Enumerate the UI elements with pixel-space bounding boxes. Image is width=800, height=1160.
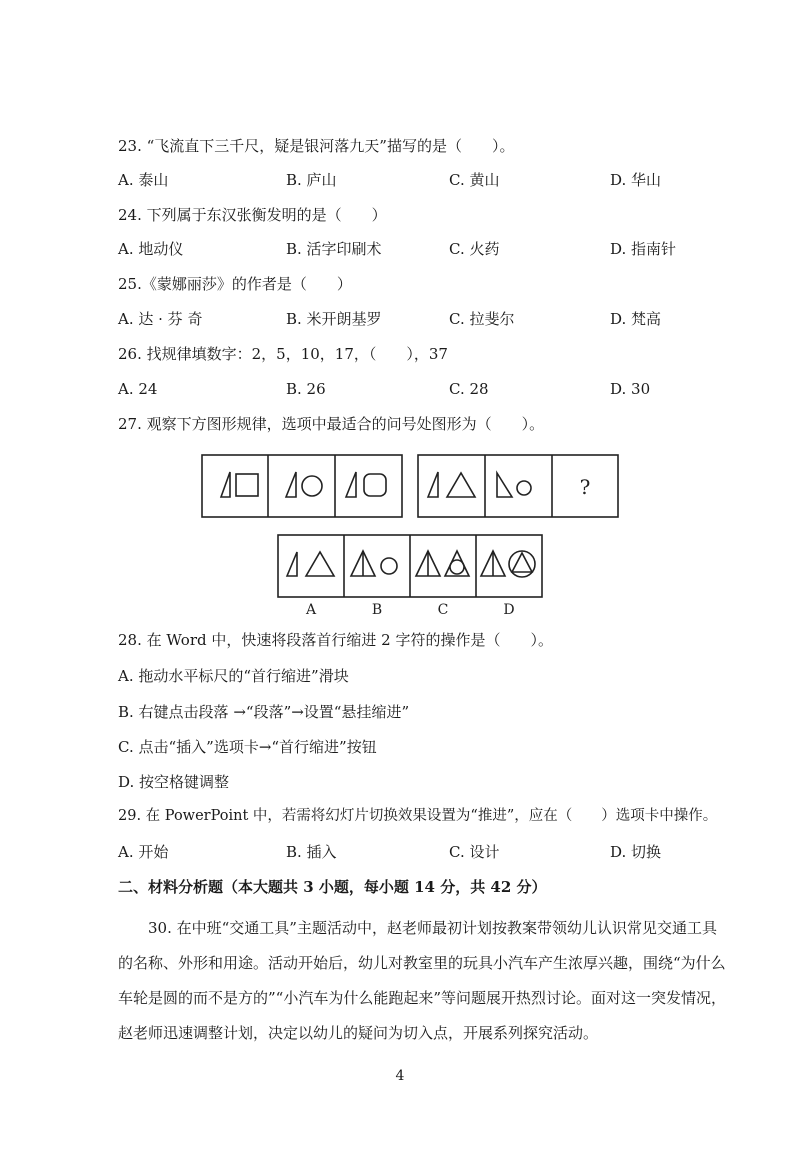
seq-box3-shapes [346, 472, 386, 497]
question-24-option-a: A. 地动仪 [118, 240, 184, 258]
question-24-option-d: D. 指南针 [610, 240, 677, 258]
section-2-heading: 二、材料分析题（本大题共 3 小题，每小题 14 分，共 42 分） [118, 878, 547, 896]
question-28-option-d: D. 按空格键调整 [118, 773, 230, 791]
question-25-option-a: A. 达 · 芬 奇 [118, 310, 203, 328]
seq-box2-shapes [286, 472, 322, 497]
question-23-option-a: A. 泰山 [118, 171, 169, 189]
question-24-stem: 24. 下列属于东汉张衡发明的是（ ） [118, 206, 387, 224]
question-28-option-c: C. 点击“插入”选项卡→“首行缩进”按钮 [118, 738, 377, 756]
question-28-option-b: B. 右键点击段落 →“段落”→设置“悬挂缩进” [118, 703, 410, 721]
question-28-stem: 28. 在 Word 中，快速将段落首行缩进 2 字符的操作是（ ）。 [118, 631, 553, 649]
question-26-option-a: A. 24 [118, 380, 158, 398]
option-label-d: D [503, 602, 515, 618]
question-30-paragraph: 30. 在中班“交通工具”主题活动中，赵老师最初计划按教案带领幼儿认识常见交通工具的名称、外形和用途。活动开始后，幼儿对教室里的玩具小汽车产生浓厚兴趣，围绕“为什么车轮是圆的而不是方的”“小汽车为什么能跑起来”等问题展开热烈讨论。面对这一突发情况，赵老师迅速调整计划，决定以幼儿的疑问为切入点，开展系列探究活动。 [118, 919, 727, 1042]
question-23-option-d: D. 华山 [610, 171, 662, 189]
question-26-option-b: B. 26 [286, 380, 326, 398]
question-25-option-b: B. 米开朗基罗 [286, 310, 382, 328]
option-d-shapes [481, 551, 535, 577]
question-23-option-c: C. 黄山 [449, 171, 500, 189]
seq-box5-shapes [497, 473, 531, 497]
question-29-option-b: B. 插入 [286, 843, 337, 861]
option-a-shapes [287, 552, 334, 576]
question-26-stem: 26. 找规律填数字：2，5，10，17，（ ），37 [118, 345, 448, 363]
question-29-option-d: D. 切换 [610, 843, 662, 861]
question-24-option-b: B. 活字印刷术 [286, 240, 382, 258]
question-26-option-d: D. 30 [610, 380, 651, 398]
seq-box4-shapes [428, 472, 475, 497]
question-24-option-c: C. 火药 [449, 240, 500, 258]
question-29-option-c: C. 设计 [449, 843, 500, 861]
question-25-stem: 25.《蒙娜丽莎》的作者是（ ） [118, 275, 352, 293]
question-26-option-c: C. 28 [449, 380, 489, 398]
question-28-option-a: A. 拖动水平标尺的“首行缩进”滑块 [118, 667, 349, 685]
option-label-c: C [437, 602, 449, 618]
question-29-option-a: A. 开始 [118, 843, 169, 861]
question-29-stem: 29. 在 PowerPoint 中，若需将幻灯片切换效果设置为“推进”，应在（ ）选项卡中操作。 [118, 808, 718, 824]
seq-question-mark: ? [579, 475, 591, 499]
option-label-a: A [305, 602, 317, 618]
question-23-option-b: B. 庐山 [286, 171, 337, 189]
seq-box1-shapes [221, 472, 258, 497]
question-27-stem: 27. 观察下方图形规律，选项中最适合的问号处图形为（ ）。 [118, 415, 545, 433]
option-c-shapes [416, 551, 469, 576]
page-number: 4 [395, 1068, 405, 1084]
question-25-option-d: D. 梵高 [610, 310, 662, 328]
question-25-option-c: C. 拉斐尔 [449, 310, 515, 328]
option-b-shapes [351, 551, 397, 576]
question-23-stem: 23. “飞流直下三千尺，疑是银河落九天”描写的是（ ）。 [118, 137, 515, 155]
option-label-b: B [371, 602, 383, 618]
